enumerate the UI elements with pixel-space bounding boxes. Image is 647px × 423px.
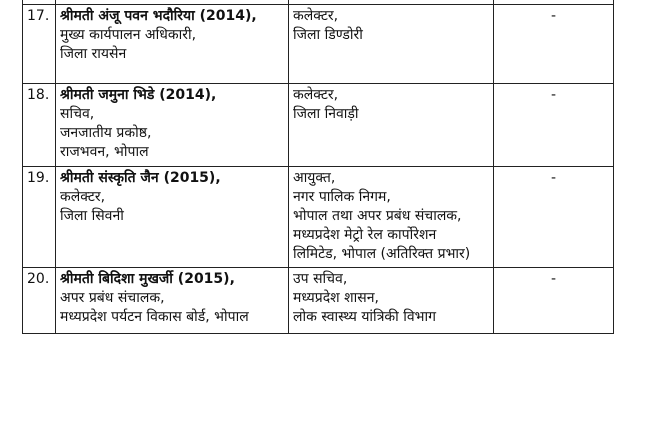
current-location: जिला सिवनी: [60, 208, 124, 224]
serial-number: 19.: [23, 167, 56, 267]
officer-cell: [56, 5, 289, 83]
officer-cell: [56, 167, 289, 267]
table-row: [23, 268, 613, 334]
officer-cell: [56, 268, 289, 333]
remark: -: [550, 8, 557, 24]
current-designation: मुख्य कार्यपालन अधिकारी,: [60, 27, 197, 43]
new-posting-cell: [289, 84, 494, 166]
officer-transfer-table: [22, 0, 614, 334]
new-posting-line: लिमिटेड, भोपाल (अतिरिक्त प्रभार): [293, 246, 471, 262]
new-posting-line: कलेक्टर,: [293, 8, 339, 24]
table-row: [23, 167, 613, 268]
remark: -: [550, 87, 557, 103]
officer-name: श्रीमती जमुना भिडे (2014),: [60, 87, 217, 103]
table-row: [23, 5, 613, 84]
remark: -: [550, 170, 557, 186]
serial-number: 18.: [23, 84, 56, 166]
new-posting-line: मध्यप्रदेश शासन,: [293, 290, 379, 306]
serial-number: 17.: [23, 5, 56, 83]
new-posting-line: जिला निवाड़ी: [293, 106, 359, 122]
new-posting-line: मध्यप्रदेश मेट्रो रेल कार्पोरेशन: [293, 227, 437, 243]
new-posting-line: नगर पालिक निगम,: [293, 189, 391, 205]
current-designation: कलेक्टर,: [60, 189, 106, 205]
current-designation: अपर प्रबंध संचालक,: [60, 290, 165, 306]
current-location: मध्यप्रदेश पर्यटन विकास बोर्ड, भोपाल: [60, 309, 249, 325]
current-location: राजभवन, भोपाल: [60, 144, 149, 160]
officer-cell: [56, 84, 289, 166]
new-posting-line: लोक स्वास्थ्य यांत्रिकी विभाग: [293, 309, 437, 325]
new-posting-cell: [289, 5, 494, 83]
new-posting-line: भोपाल तथा अपर प्रबंध संचालक,: [293, 208, 462, 224]
new-posting-line: उप सचिव,: [293, 271, 348, 287]
new-posting-cell: [289, 268, 494, 333]
table-row: [23, 84, 613, 167]
new-posting-line: कलेक्टर,: [293, 87, 339, 103]
new-posting-line: आयुक्त,: [293, 170, 336, 186]
officer-name: श्रीमती बिदिशा मुखर्जी (2015),: [60, 271, 235, 287]
current-designation: जनजातीय प्रकोष्ठ,: [60, 125, 152, 141]
officer-name: श्रीमती अंजू पवन भदौरिया (2014),: [60, 8, 257, 24]
new-posting-line: जिला डिण्डोरी: [293, 27, 363, 43]
new-posting-cell: [289, 167, 494, 267]
officer-name: श्रीमती संस्कृति जैन (2015),: [60, 170, 221, 186]
current-location: जिला रायसेन: [60, 46, 127, 62]
serial-number: 20.: [23, 268, 56, 333]
current-designation: सचिव,: [60, 106, 95, 122]
remark: -: [550, 271, 557, 287]
